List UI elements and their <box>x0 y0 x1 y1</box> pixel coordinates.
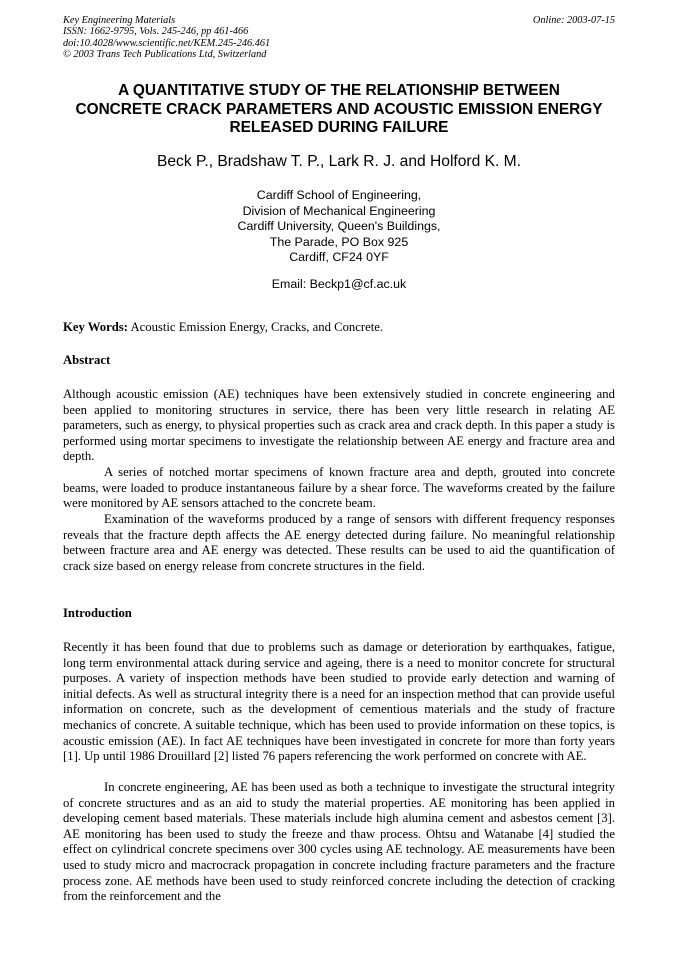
introduction-heading: Introduction <box>63 606 132 620</box>
title-line: CONCRETE CRACK PARAMETERS AND ACOUSTIC EMISSION ENERGY <box>75 100 603 118</box>
title-line: RELEASED DURING FAILURE <box>229 119 449 136</box>
abstract-paragraph: Although acoustic emission (AE) techniques have been extensively studied in concrete engineering and been applied to monitoring structures in service, there has been very little research in relating AE parameters, such as energy, to physical properties such as crack area and crack depth. In this paper a study is performed using mortar specimens to investigate the relationship between AE energy and fracture area and depth. <box>63 387 615 464</box>
author-list: Beck P., Bradshaw T. P., Lark R. J. and Holford K. M. <box>156 153 522 170</box>
affiliation-line: Division of Mechanical Engineering <box>242 203 436 218</box>
online-date: Online: 2003-07-15 <box>532 15 615 26</box>
paper-title <box>40 82 638 138</box>
affiliation-line: Cardiff University, Queen's Buildings, <box>237 219 441 233</box>
keywords <box>63 320 615 336</box>
abstract-heading: Abstract <box>63 353 111 367</box>
journal-name: Key Engineering Materials <box>63 15 176 26</box>
keywords-label: Key Words: <box>63 320 128 334</box>
keywords-text: Acoustic Emission Energy, Cracks, and Concrete. <box>127 320 384 334</box>
journal-issn: ISSN: 1662-9795, Vols. 245-246, pp 461-466 <box>63 26 249 38</box>
abstract-paragraph: Examination of the waveforms produced by a range of sensors with different frequency responses reveals that the fracture depth affects the AE energy detected during failure. No meaningful relationship between fracture area and AE energy was detected. These results can be used to aid the quantification of crack size based on energy release from concrete structures in the field. <box>63 512 615 573</box>
journal-doi[interactable]: doi:10.4028/www.scientific.net/KEM.245-246.461 <box>63 37 271 49</box>
affiliation-line: Cardiff, CF24 0YF <box>289 250 389 264</box>
introduction-paragraph: Recently it has been found that due to problems such as damage or deterioration by earthquakes, fatigue, long term environmental attack during service and ageing, there is a need to monitor concrete for structural purposes. A variety of inspection methods have been studied to provide early detection and warning of initial defects. As well as structural integrity there is a need for an inspection method that can provide useful information on concrete, such as the development of cementious materials and the study of fracture mechanics of concrete. A suitable technique, which has been used to provide information on these topics, is acoustic emission (AE). In fact AE techniques have been investigated in concrete for more than forty years [1]. Up until 1986 Drouillard [2] listed 76 papers referencing the work performed on concrete with AE. <box>63 640 615 764</box>
affiliation-line: Cardiff School of Engineering, <box>256 188 422 202</box>
contact-email[interactable]: Email: Beckp1@cf.ac.uk <box>271 277 407 291</box>
abstract-paragraph: A series of notched mortar specimens of known fracture area and depth, grouted into concrete beams, were loaded to produce instantaneous failure by a shear force. The waveforms created by the failure were monitored by AE sensors attached to the concrete beam. <box>63 465 615 511</box>
title-line: A QUANTITATIVE STUDY OF THE RELATIONSHIP BETWEEN <box>118 82 560 99</box>
affiliation-line: The Parade, PO Box 925 <box>269 234 409 249</box>
affiliation <box>40 188 638 266</box>
journal-copyright: © 2003 Trans Tech Publications Ltd, Switzerland <box>63 49 267 61</box>
introduction-paragraph: In concrete engineering, AE has been used as both a technique to investigate the structural integrity of concrete structures and as an aid to study the material properties. AE monitoring has been applied in developing cement based materials. These materials include high alumina cement and asbestos cement [3]. AE monitoring has been used to study the freeze and thaw process. Ohtsu and Watanabe [4] studied the effect on cylindrical concrete specimens over 300 cycles using AE technology. AE measurements have been used to study micro and macrocrack propagation in concrete including fracture parameters and the fracture process zone. AE methods have been used to study reinforced concrete including the detection of cracking from the reinforcement and the <box>63 780 615 904</box>
journal-info <box>63 15 270 61</box>
